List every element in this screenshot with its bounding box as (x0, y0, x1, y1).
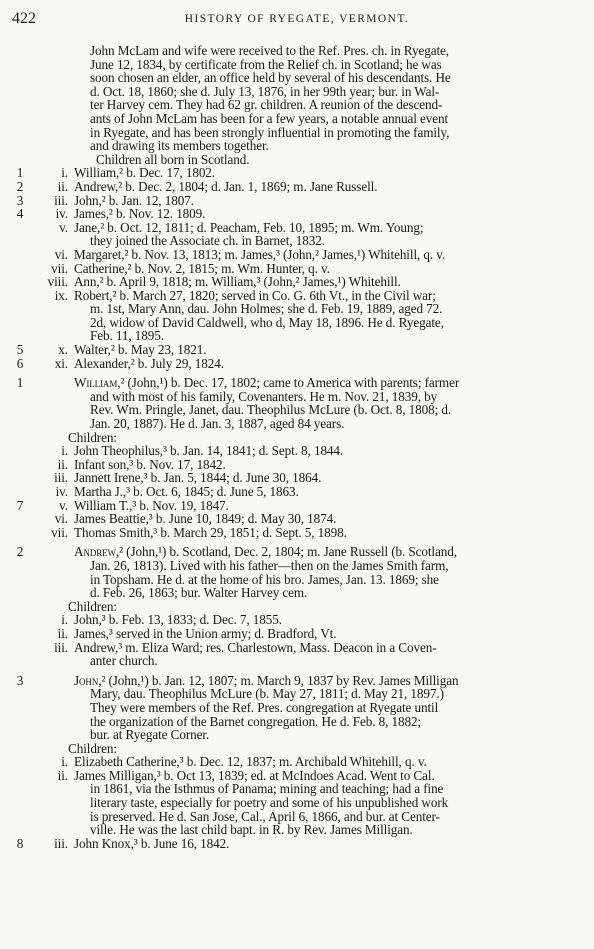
line-content (68, 431, 117, 445)
line-text: d. Feb. 26, 1863; bur. Walter Harvey cem. (90, 585, 308, 601)
line-content (90, 823, 413, 837)
entry-name: John, (74, 672, 102, 688)
line-content (74, 613, 282, 627)
generation-number: 7 (16, 497, 24, 513)
text-line (0, 390, 594, 404)
text-line (0, 600, 594, 614)
line-text: Children: (68, 740, 117, 756)
line-text: Jane,² b. Oct. 12, 1811; d. Peacham, Feb. 10, 1895; m. Wm. Young; (74, 219, 424, 235)
line-content (74, 376, 459, 390)
generation-number: 3 (16, 192, 24, 208)
child-roman-numeral: i. (61, 443, 68, 459)
text-line (0, 512, 594, 526)
line-content (74, 262, 330, 276)
line-text: ants of John McLam has been for a few years, a notable annual event (90, 110, 449, 126)
line-content (74, 343, 206, 357)
text-line (0, 357, 594, 371)
line-content (90, 316, 444, 330)
line-content (74, 627, 336, 641)
line-content (74, 207, 205, 221)
line-content (90, 687, 444, 701)
text-line (0, 586, 594, 600)
line-text: ² (John,¹) b. Jan. 12, 1807; m. March 9, 1837 by Rev. James Milligan (101, 672, 459, 688)
line-text: Walter,² b. May 23, 1821. (74, 342, 207, 358)
line-content (96, 153, 249, 167)
text-line (0, 627, 594, 641)
line-content (74, 458, 226, 472)
line-content (74, 471, 321, 485)
line-content (90, 329, 164, 343)
child-roman-numeral: x. (58, 342, 68, 358)
line-content (90, 234, 325, 248)
line-text: James,³ served in the Union army; d. Bradford, Vt. (74, 625, 337, 641)
page-number: 422 (12, 10, 36, 27)
text-line (0, 715, 594, 729)
text-line (0, 316, 594, 330)
line-content (74, 248, 445, 262)
line-text: m. 1st, Mary Ann, dau. John Holmes; she d. Feb. 19, 1889, aged 72. (90, 301, 443, 317)
generation-number: 1 (16, 375, 24, 391)
text-line (0, 641, 594, 655)
text-line (0, 207, 594, 221)
child-roman-numeral: ii. (57, 456, 68, 472)
text-line (0, 153, 594, 167)
line-text: Martha J.,³ b. Oct. 6, 1845; d. June 5, 1863. (74, 484, 299, 499)
line-text: James Beattie,³ b. June 10, 1849; d. May 30, 1874. (74, 511, 337, 527)
text-line (0, 234, 594, 248)
line-text: John McLam and wife were received to the Ref. Pres. ch. in Ryegate, (90, 43, 449, 58)
text-line (0, 112, 594, 126)
text-line (0, 403, 594, 417)
line-content (74, 769, 435, 783)
text-line (0, 485, 594, 499)
child-roman-numeral: i. (61, 165, 68, 181)
line-text: Children: (68, 429, 117, 445)
text-line (0, 98, 594, 112)
text-line (0, 742, 594, 756)
text-line (0, 275, 594, 289)
text-line (0, 431, 594, 445)
line-content (74, 499, 229, 513)
child-roman-numeral: vii. (51, 260, 68, 276)
line-text: Andrew,³ m. Eliza Ward; res. Charlestown, Mass. Deacon in a Coven- (74, 639, 437, 655)
page-header (0, 10, 594, 30)
text-line (0, 769, 594, 783)
line-content (90, 715, 421, 729)
line-content (90, 302, 442, 316)
line-text: ² (John,¹) b. Dec. 17, 1802; came to America with parents; farmer (120, 375, 460, 391)
line-content (90, 403, 451, 417)
text-line (0, 545, 594, 559)
line-content (74, 289, 436, 303)
text-line (0, 701, 594, 715)
child-roman-numeral: xi. (54, 355, 68, 371)
line-text: June 12, 1834, by certificate from the Relief ch. in Scotland; he was (90, 56, 442, 72)
text-line (0, 376, 594, 390)
line-content (90, 559, 448, 573)
child-roman-numeral: v. (59, 219, 68, 235)
line-content (90, 417, 344, 431)
line-text: ville. He was the last child bapt. in R. by Rev. James Milligan. (90, 822, 413, 838)
line-text: and with most of his family, Covenanters. He m. Nov. 21, 1839, by (90, 388, 438, 404)
text-line (0, 499, 594, 513)
line-text: Jan. 20, 1887). He d. Jan. 3, 1887, aged 84 years. (90, 416, 345, 432)
line-text: ter Harvey cem. They had 62 gr. children. A reunion of the descend- (90, 97, 443, 113)
line-text: 2d, widow of David Caldwell, who d, May 18, 1896. He d. Ryegate, (90, 314, 444, 330)
generation-number: 5 (16, 342, 24, 358)
line-text: They were members of the Ref. Pres. congregation at Ryegate until (90, 699, 439, 715)
text-line (0, 166, 594, 180)
text-line (0, 139, 594, 153)
line-text: anter church. (90, 653, 158, 669)
text-line (0, 194, 594, 208)
line-content (90, 112, 448, 126)
line-text: John Knox,³ b. June 16, 1842. (74, 835, 230, 851)
line-text: Infant son,³ b. Nov. 17, 1842. (74, 456, 226, 472)
generation-number: 1 (16, 165, 24, 181)
text-line (0, 180, 594, 194)
line-text: Jannett Irene,³ b. Jan. 5, 1844; d. June 30, 1864. (74, 470, 322, 486)
child-roman-numeral: vii. (51, 524, 68, 540)
text-line (0, 71, 594, 85)
text-line (0, 262, 594, 276)
line-text: Children: (68, 598, 117, 614)
child-roman-numeral: v. (59, 497, 68, 513)
line-content (90, 701, 438, 715)
text-line (0, 126, 594, 140)
text-line (0, 221, 594, 235)
line-text: is preserved. He d. San Jose, Cal., April 6, 1866, and bur. at Center- (90, 808, 440, 824)
line-text: John Theophilus,³ b. Jan. 14, 1841; d. Sept. 8, 1844. (74, 443, 344, 459)
line-text: James Milligan,³ b. Oct 13, 1839; ed. at McIndoes Acad. Went to Cal. (74, 767, 435, 783)
child-roman-numeral: ii. (57, 625, 68, 641)
text-line (0, 823, 594, 837)
line-text: they joined the Associate ch. in Barnet, 1832. (90, 233, 325, 249)
line-content (68, 600, 117, 614)
line-text: soon chosen an elder, an office held by several of his descendants. He (90, 70, 451, 86)
child-roman-numeral: vi. (54, 246, 68, 262)
child-roman-numeral: i. (61, 754, 68, 770)
child-roman-numeral: ii. (57, 767, 68, 783)
child-roman-numeral: iii. (54, 639, 68, 655)
child-roman-numeral: iii. (54, 470, 68, 486)
text-line (0, 471, 594, 485)
line-text: the organization of the Barnet congregation. He d. Feb. 8, 1882; (90, 713, 422, 729)
line-content (90, 58, 442, 72)
line-text: Thomas Smith,³ b. March 29, 1851; d. Sept. 5, 1898. (74, 524, 347, 540)
line-content (90, 573, 439, 587)
line-text: Alexander,² b. July 29, 1824. (74, 355, 224, 371)
text-line (0, 837, 594, 851)
child-roman-numeral: iv. (55, 484, 68, 499)
line-text: John,² b. Jan. 12, 1807. (74, 192, 194, 208)
line-text: in 1861, via the Isthmus of Panama; mining and teaching; had a fine (90, 781, 444, 797)
line-text: Andrew,² b. Dec. 2, 1804; d. Jan. 1, 1869; m. Jane Russell. (74, 178, 378, 194)
line-content (90, 810, 440, 824)
line-text: James,² b. Nov. 12. 1809. (74, 206, 206, 222)
entry-name: William, (74, 375, 121, 391)
child-roman-numeral: iii. (54, 192, 68, 208)
text-line (0, 444, 594, 458)
line-text: d. Oct. 18, 1860; she d. July 13, 1876, in her 99th year; bur. in Wal- (90, 83, 440, 99)
generation-number: 2 (16, 544, 24, 560)
child-roman-numeral: iii. (54, 835, 68, 851)
text-line (0, 674, 594, 688)
line-content (90, 44, 449, 58)
line-content (74, 357, 224, 371)
line-text: Feb. 11, 1895. (90, 328, 164, 344)
text-line (0, 458, 594, 472)
text-line (0, 526, 594, 540)
line-content (90, 139, 269, 153)
line-text: William T.,³ b. Nov. 19, 1847. (74, 497, 229, 513)
line-content (90, 728, 209, 742)
line-content (74, 755, 427, 769)
line-content (74, 526, 347, 540)
running-head: HISTORY OF RYEGATE, VERMONT. (184, 13, 410, 25)
text-line (0, 810, 594, 824)
text-line (0, 302, 594, 316)
text-line (0, 44, 594, 58)
text-line (0, 613, 594, 627)
text-line (0, 248, 594, 262)
line-content (74, 275, 401, 289)
line-content (74, 674, 458, 688)
line-content (74, 194, 194, 208)
line-content (74, 545, 457, 559)
text-line (0, 728, 594, 742)
child-roman-numeral: ix. (54, 287, 68, 303)
text-line (0, 329, 594, 343)
line-text: bur. at Ryegate Corner. (90, 727, 210, 743)
line-text: Rev. Wm. Pringle, Janet, dau. Theophilus McLure (b. Oct. 8, 1808; d. (90, 402, 452, 418)
line-content (74, 837, 229, 851)
line-text: and drawing its members together. (90, 138, 269, 154)
line-content (74, 485, 299, 499)
line-text: John,³ b. Feb. 13, 1833; d. Dec. 7, 1855. (74, 612, 282, 628)
line-text: Children all born in Scotland. (96, 151, 250, 167)
text-line (0, 687, 594, 701)
text-line (0, 755, 594, 769)
entry-name: Andrew, (74, 544, 120, 560)
generation-number: 3 (16, 672, 24, 688)
line-text: in Ryegate, and has been strongly influential in promoting the family, (90, 124, 450, 140)
text-line (0, 796, 594, 810)
line-content (74, 641, 437, 655)
line-text: Margaret,² b. Nov. 13, 1813; m. James,³ (John,² James,¹) Whitehill, q. v. (74, 246, 446, 262)
line-content (90, 71, 451, 85)
text-line (0, 573, 594, 587)
line-content (74, 444, 343, 458)
text-line (0, 417, 594, 431)
line-text: in Topsham. He d. at the home of his bro. James, Jan. 13. 1869; she (90, 571, 439, 587)
text-line (0, 289, 594, 303)
line-text: Catherine,² b. Nov. 2, 1815; m. Wm. Hunter, q. v. (74, 260, 330, 276)
text-line (0, 85, 594, 99)
child-roman-numeral: i. (61, 612, 68, 628)
line-content (90, 586, 307, 600)
line-text: literary taste, especially for poetry and some of his unpublished work (90, 795, 449, 811)
child-roman-numeral: viii. (47, 274, 68, 290)
text-line (0, 343, 594, 357)
line-content (90, 782, 443, 796)
line-content (90, 654, 158, 668)
line-content (90, 796, 448, 810)
generation-number: 2 (16, 178, 24, 194)
line-text: Robert,² b. March 27, 1820; served in Co. G. 6th Vt., in the Civil war; (74, 287, 436, 303)
text-line (0, 559, 594, 573)
line-text: William,² b. Dec. 17, 1802. (74, 165, 215, 181)
line-content (74, 180, 377, 194)
line-text: Jan. 26, 1813). Lived with his father—then on the James Smith farm, (90, 557, 449, 573)
child-roman-numeral: vi. (54, 511, 68, 527)
generation-number: 8 (16, 835, 24, 851)
line-content (74, 166, 215, 180)
line-text: Elizabeth Catherine,³ b. Dec. 12, 1837; m. Archibald Whitehill, q. v. (74, 754, 427, 770)
child-roman-numeral: iv. (55, 206, 68, 222)
line-content (90, 85, 439, 99)
text-line (0, 782, 594, 796)
generation-number: 4 (16, 206, 24, 222)
genealogy-text (0, 44, 594, 850)
text-line (0, 654, 594, 668)
text-line (0, 58, 594, 72)
line-content (74, 221, 423, 235)
line-content (90, 98, 442, 112)
line-content (74, 512, 336, 526)
line-text: Mary, dau. Theophilus McLure (b. May 27, 1811; d. May 21, 1897.) (90, 686, 444, 702)
child-roman-numeral: ii. (57, 178, 68, 194)
line-content (90, 390, 437, 404)
line-text: ² (John,¹) b. Scotland, Dec. 2, 1804; m. Jane Russell (b. Scotland, (119, 544, 457, 560)
line-content (90, 126, 449, 140)
line-text: Ann,² b. April 9, 1818; m. William,³ (John,² James,¹) Whitehill. (74, 274, 401, 290)
generation-number: 6 (16, 355, 24, 371)
line-content (68, 742, 117, 756)
